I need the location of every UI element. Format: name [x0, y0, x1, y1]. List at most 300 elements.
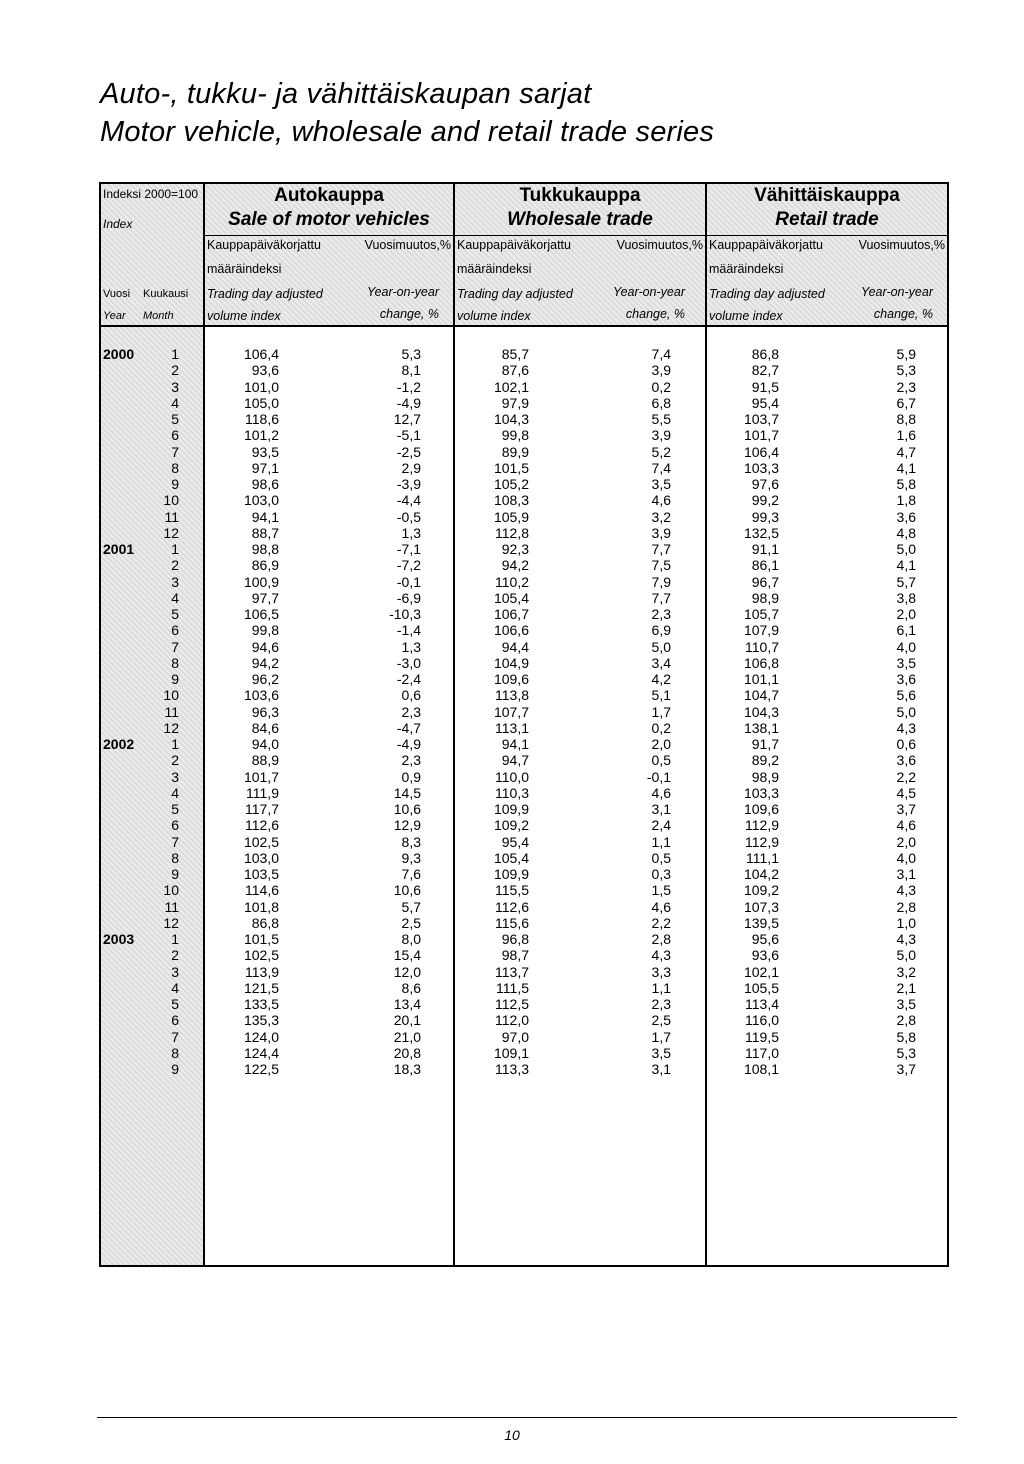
wholesale-index-cell: 113,1	[495, 719, 529, 736]
motor-index-cell: 103,6	[243, 687, 279, 704]
motor-change-cell: 5,3	[401, 346, 421, 362]
table-row	[101, 460, 947, 476]
table-row	[101, 574, 947, 590]
month-label-en: Month	[143, 310, 174, 322]
motor-index-cell: 97,7	[251, 589, 279, 606]
motor-change-cell: 2,5	[401, 914, 421, 931]
retail-change-cell: 3,7	[896, 1061, 916, 1077]
motor-change-cell: -6,9	[396, 589, 421, 606]
motor-index-cell: 102,5	[243, 947, 279, 964]
table-row	[101, 639, 947, 655]
table-row	[101, 379, 947, 395]
retail-change-cell: 4,3	[896, 719, 916, 736]
month-cell: 9	[171, 476, 179, 492]
motor-change-cell: 21,0	[393, 1028, 421, 1045]
col-b-label-fi: Vuosimuutos,%	[616, 238, 703, 252]
retail-index-cell: 95,6	[751, 931, 779, 947]
motor-change-cell: 13,4	[393, 996, 421, 1012]
table-row	[101, 1029, 947, 1045]
wholesale-change-cell: 5,0	[651, 638, 671, 655]
retail-index-cell: 109,6	[743, 801, 779, 817]
index-label-fi: Indeksi 2000=100	[103, 187, 199, 201]
motor-index-cell: 135,3	[243, 1012, 279, 1029]
retail-change-cell: 4,1	[896, 459, 916, 476]
month-cell: 8	[171, 1044, 179, 1061]
wholesale-index-cell: 112,6	[495, 898, 529, 915]
retail-index-cell: 106,4	[743, 443, 779, 460]
motor-change-cell: 10,6	[393, 882, 421, 899]
table-row	[101, 834, 947, 850]
retail-index-cell: 112,9	[745, 817, 779, 834]
retail-index-cell: 103,3	[743, 459, 779, 476]
month-cell: 8	[171, 459, 179, 476]
motor-index-cell: 124,0	[243, 1028, 279, 1045]
retail-change-cell: 6,7	[896, 394, 916, 411]
retail-change-cell: 5,8	[896, 1028, 916, 1045]
retail-change-cell: 2,8	[896, 898, 916, 915]
motor-index-cell: 106,4	[243, 346, 279, 362]
retail-change-cell: 3,1	[896, 866, 916, 882]
wholesale-change-cell: 2,4	[651, 817, 671, 834]
motor-change-cell: 20,1	[393, 1012, 421, 1029]
page-title-en: Motor vehicle, wholesale and retail trade series	[100, 116, 715, 148]
motor-index-cell: 103,0	[243, 492, 279, 509]
retail-change-cell: 2,1	[896, 979, 916, 996]
data-table	[99, 182, 949, 1267]
month-cell: 3	[171, 573, 179, 590]
group-divider	[205, 235, 453, 236]
wholesale-change-cell: 7,7	[651, 589, 671, 606]
col-a-label-fi: Kauppapäiväkorjattu	[207, 238, 321, 252]
month-cell: 2	[171, 947, 179, 964]
retail-index-cell: 86,1	[751, 557, 779, 574]
retail-change-cell: 3,6	[896, 508, 916, 525]
table-row	[101, 606, 947, 622]
wholesale-index-cell: 109,1	[493, 1044, 529, 1061]
wholesale-index-cell: 98,7	[501, 947, 529, 964]
wholesale-index-cell: 104,9	[493, 654, 529, 671]
wholesale-change-cell: 5,5	[651, 411, 671, 427]
wholesale-change-cell: 5,2	[651, 443, 671, 460]
wholesale-index-cell: 99,8	[501, 427, 529, 444]
month-cell: 3	[171, 378, 179, 395]
year-cell: 2000	[103, 346, 135, 362]
left-header-divider	[101, 325, 205, 327]
motor-change-cell: 8,6	[401, 979, 421, 996]
wholesale-change-cell: 3,5	[651, 1044, 671, 1061]
motor-index-cell: 122,5	[243, 1061, 279, 1077]
table-row	[101, 362, 947, 378]
month-cell: 5	[171, 411, 179, 427]
motor-change-cell: -1,4	[396, 622, 421, 639]
col-b-label-en-2: change, %	[379, 307, 439, 321]
motor-index-cell: 93,5	[251, 443, 279, 460]
motor-change-cell: 12,7	[393, 411, 421, 427]
retail-change-cell: 5,6	[896, 687, 916, 704]
table-body	[101, 346, 947, 1077]
motor-change-cell: -4,7	[396, 719, 421, 736]
table-row	[101, 817, 947, 833]
motor-index-cell: 106,5	[243, 606, 279, 622]
motor-index-cell: 101,2	[243, 427, 279, 444]
retail-change-cell: 4,0	[896, 638, 916, 655]
retail-index-cell: 106,8	[743, 654, 779, 671]
wholesale-index-cell: 97,9	[501, 394, 529, 411]
retail-index-cell: 117,0	[745, 1044, 779, 1061]
retail-index-cell: 138,1	[743, 719, 779, 736]
group-title: Tukkukauppa	[519, 185, 641, 206]
retail-index-cell: 91,5	[751, 378, 779, 395]
month-cell: 4	[171, 979, 179, 996]
table-row	[101, 1012, 947, 1028]
retail-change-cell: 5,9	[896, 346, 916, 362]
motor-index-cell: 103,0	[243, 849, 279, 866]
table-row	[101, 427, 947, 443]
retail-index-cell: 101,7	[743, 427, 779, 444]
month-label-fi: Kuukausi	[143, 288, 189, 300]
retail-change-cell: 3,7	[896, 801, 916, 817]
table-row	[101, 411, 947, 427]
wholesale-index-cell: 112,0	[495, 1012, 529, 1029]
retail-index-cell: 98,9	[751, 768, 779, 785]
table-row	[101, 444, 947, 460]
wholesale-index-cell: 92,3	[501, 541, 529, 557]
retail-index-cell: 116,0	[745, 1012, 779, 1029]
wholesale-change-cell: 4,2	[651, 671, 671, 687]
month-cell: 4	[171, 589, 179, 606]
motor-change-cell: -1,2	[396, 378, 421, 395]
wholesale-change-cell: 4,6	[651, 492, 671, 509]
motor-index-cell: 101,5	[243, 931, 279, 947]
footer-rule	[97, 1417, 957, 1418]
retail-change-cell: 3,5	[896, 996, 916, 1012]
motor-change-cell: -0,1	[396, 573, 421, 590]
retail-index-cell: 104,3	[743, 703, 779, 720]
motor-index-cell: 103,5	[243, 866, 279, 882]
table-row	[101, 492, 947, 508]
group-title: Vähittäiskauppa	[754, 185, 900, 206]
retail-index-cell: 89,2	[751, 752, 779, 769]
motor-index-cell: 100,9	[243, 573, 279, 590]
wholesale-index-cell: 109,6	[493, 671, 529, 687]
motor-change-cell: -4,4	[396, 492, 421, 509]
retail-index-cell: 107,3	[743, 898, 779, 915]
retail-change-cell: 1,8	[896, 492, 916, 509]
table-row	[101, 720, 947, 736]
table-row	[101, 915, 947, 931]
motor-index-cell: 96,2	[251, 671, 279, 687]
year-label-fi: Vuosi	[103, 288, 131, 300]
motor-index-cell: 105,0	[243, 394, 279, 411]
month-cell: 4	[171, 394, 179, 411]
wholesale-change-cell: 3,4	[651, 654, 671, 671]
table-row	[101, 395, 947, 411]
retail-index-cell: 98,9	[751, 589, 779, 606]
retail-change-cell: 5,3	[896, 362, 916, 379]
month-cell: 5	[171, 606, 179, 622]
wholesale-index-cell: 115,6	[495, 914, 529, 931]
index-label-en: Index	[103, 217, 133, 231]
retail-index-cell: 119,5	[745, 1028, 779, 1045]
motor-index-cell: 102,5	[243, 833, 279, 850]
motor-index-cell: 99,8	[251, 622, 279, 639]
wholesale-change-cell: 7,4	[651, 346, 671, 362]
table-row	[101, 1061, 947, 1077]
motor-change-cell: -7,1	[396, 541, 421, 557]
col-b-label-fi: Vuosimuutos,%	[364, 238, 451, 252]
page-title-fi: Auto-, tukku- ja vähittäiskaupan sarjat	[100, 78, 592, 110]
col-a-label-fi-2: määräindeksi	[207, 262, 282, 276]
col-a-label-en-2: volume index	[457, 309, 531, 323]
month-cell: 4	[171, 784, 179, 801]
wholesale-change-cell: 0,2	[651, 719, 671, 736]
wholesale-change-cell: 0,5	[651, 849, 671, 866]
group-subtitle: Sale of motor vehicles	[228, 209, 430, 230]
retail-change-cell: 3,8	[896, 589, 916, 606]
month-cell: 8	[171, 654, 179, 671]
group-header-wholesale	[455, 184, 707, 327]
col-a-label-en: Trading day adjusted	[207, 287, 323, 301]
retail-change-cell: 4,0	[896, 849, 916, 866]
wholesale-change-cell: 0,2	[651, 378, 671, 395]
group-header-motor-vehicles	[205, 184, 455, 327]
motor-change-cell: -3,9	[396, 476, 421, 492]
month-cell: 11	[164, 898, 179, 915]
retail-index-cell: 91,7	[751, 736, 779, 752]
month-cell: 7	[171, 638, 179, 655]
table-row	[101, 1045, 947, 1061]
motor-change-cell: 12,0	[393, 963, 421, 980]
wholesale-index-cell: 105,4	[493, 849, 529, 866]
table-row	[101, 996, 947, 1012]
table-row	[101, 899, 947, 915]
year-label-en: Year	[103, 310, 126, 322]
wholesale-change-cell: 1,1	[651, 979, 671, 996]
wholesale-change-cell: 6,9	[651, 622, 671, 639]
motor-change-cell: -5,1	[396, 427, 421, 444]
motor-change-cell: -4,9	[396, 394, 421, 411]
retail-change-cell: 5,0	[896, 947, 916, 964]
retail-index-cell: 99,3	[751, 508, 779, 525]
retail-index-cell: 99,2	[751, 492, 779, 509]
wholesale-change-cell: 0,5	[651, 752, 671, 769]
retail-index-cell: 82,7	[751, 362, 779, 379]
motor-index-cell: 86,9	[251, 557, 279, 574]
group-divider	[455, 235, 705, 236]
group-divider	[707, 235, 947, 236]
motor-change-cell: 2,3	[401, 703, 421, 720]
motor-change-cell: 0,9	[401, 768, 421, 785]
wholesale-index-cell: 109,9	[493, 801, 529, 817]
retail-index-cell: 107,9	[743, 622, 779, 639]
motor-index-cell: 121,5	[243, 979, 279, 996]
motor-index-cell: 86,8	[251, 914, 279, 931]
wholesale-index-cell: 85,7	[501, 346, 529, 362]
retail-change-cell: 5,0	[896, 541, 916, 557]
retail-index-cell: 86,8	[751, 346, 779, 362]
motor-index-cell: 118,6	[245, 411, 279, 427]
retail-change-cell: 4,8	[896, 524, 916, 541]
table-row	[101, 557, 947, 573]
wholesale-change-cell: 3,1	[651, 801, 671, 817]
motor-change-cell: 18,3	[393, 1061, 421, 1077]
table-row	[101, 769, 947, 785]
retail-index-cell: 132,5	[743, 524, 779, 541]
retail-index-cell: 102,1	[743, 963, 779, 980]
wholesale-change-cell: 2,0	[651, 736, 671, 752]
table-row	[101, 980, 947, 996]
month-cell: 11	[164, 508, 179, 525]
col-b-label-en-2: change, %	[873, 307, 933, 321]
motor-change-cell: -2,4	[396, 671, 421, 687]
wholesale-index-cell: 109,9	[493, 866, 529, 882]
retail-index-cell: 105,5	[743, 979, 779, 996]
motor-change-cell: -3,0	[396, 654, 421, 671]
col-a-label-fi: Kauppapäiväkorjattu	[457, 238, 571, 252]
wholesale-index-cell: 97,0	[501, 1028, 529, 1045]
col-a-label-en: Trading day adjusted	[457, 287, 573, 301]
month-cell: 10	[163, 687, 179, 704]
motor-change-cell: 15,4	[393, 947, 421, 964]
table-row	[101, 866, 947, 882]
wholesale-change-cell: 2,3	[651, 606, 671, 622]
retail-change-cell: 5,7	[896, 573, 916, 590]
month-cell: 11	[164, 703, 179, 720]
month-cell: 2	[171, 362, 179, 379]
retail-change-cell: 0,6	[896, 736, 916, 752]
month-cell: 10	[163, 492, 179, 509]
retail-index-cell: 109,2	[743, 882, 779, 899]
retail-change-cell: 1,6	[896, 427, 916, 444]
wholesale-index-cell: 110,0	[495, 768, 529, 785]
month-cell: 12	[163, 524, 179, 541]
table-row	[101, 346, 947, 362]
retail-change-cell: 4,5	[896, 784, 916, 801]
month-cell: 9	[171, 866, 179, 882]
retail-index-cell: 108,1	[743, 1061, 779, 1077]
wholesale-index-cell: 95,4	[501, 833, 529, 850]
motor-index-cell: 94,2	[251, 654, 279, 671]
col-b-label-en: Year-on-year	[366, 285, 439, 299]
month-cell: 3	[171, 963, 179, 980]
wholesale-change-cell: 6,8	[651, 394, 671, 411]
month-cell: 6	[171, 427, 179, 444]
wholesale-change-cell: 3,2	[651, 508, 671, 525]
wholesale-change-cell: 3,1	[651, 1061, 671, 1077]
motor-change-cell: 9,3	[401, 849, 421, 866]
month-cell: 6	[171, 622, 179, 639]
wholesale-change-cell: 3,9	[651, 362, 671, 379]
wholesale-index-cell: 96,8	[501, 931, 529, 947]
table-row	[101, 590, 947, 606]
retail-index-cell: 113,4	[745, 996, 779, 1012]
retail-change-cell: 5,0	[896, 703, 916, 720]
col-a-label-en-2: volume index	[709, 309, 783, 323]
retail-index-cell: 93,6	[751, 947, 779, 964]
retail-change-cell: 2,0	[896, 833, 916, 850]
month-cell: 7	[171, 833, 179, 850]
motor-change-cell: 0,6	[401, 687, 421, 704]
retail-change-cell: 3,6	[896, 752, 916, 769]
wholesale-change-cell: 1,7	[651, 1028, 671, 1045]
wholesale-change-cell: 1,1	[651, 833, 671, 850]
retail-index-cell: 139,5	[743, 914, 779, 931]
motor-index-cell: 94,1	[251, 508, 279, 525]
retail-index-cell: 112,9	[745, 833, 779, 850]
table-row	[101, 541, 947, 557]
retail-change-cell: 3,2	[896, 963, 916, 980]
retail-index-cell: 91,1	[751, 541, 779, 557]
motor-index-cell: 98,6	[251, 476, 279, 492]
wholesale-change-cell: 2,8	[651, 931, 671, 947]
wholesale-index-cell: 106,6	[493, 622, 529, 639]
wholesale-change-cell: 1,7	[651, 703, 671, 720]
wholesale-change-cell: 7,7	[651, 541, 671, 557]
month-cell: 1	[171, 346, 179, 362]
month-cell: 2	[171, 752, 179, 769]
motor-change-cell: 1,3	[401, 638, 421, 655]
table-row	[101, 931, 947, 947]
retail-index-cell: 111,1	[746, 849, 779, 866]
table-row	[101, 704, 947, 720]
wholesale-change-cell: 3,5	[651, 476, 671, 492]
month-cell: 6	[171, 1012, 179, 1029]
wholesale-change-cell: -0,1	[646, 768, 671, 785]
retail-change-cell: 2,2	[896, 768, 916, 785]
wholesale-index-cell: 101,5	[493, 459, 529, 476]
month-cell: 12	[163, 914, 179, 931]
motor-change-cell: -2,5	[396, 443, 421, 460]
wholesale-index-cell: 112,8	[495, 524, 529, 541]
motor-index-cell: 111,9	[246, 784, 279, 801]
wholesale-index-cell: 87,6	[501, 362, 529, 379]
motor-change-cell: -0,5	[396, 508, 421, 525]
wholesale-index-cell: 102,1	[493, 378, 529, 395]
wholesale-index-cell: 113,7	[495, 963, 529, 980]
col-a-label-fi: Kauppapäiväkorjattu	[709, 238, 823, 252]
retail-change-cell: 5,8	[896, 476, 916, 492]
wholesale-index-cell: 110,2	[495, 573, 529, 590]
retail-change-cell: 1,0	[896, 914, 916, 931]
retail-change-cell: 6,1	[896, 622, 916, 639]
motor-change-cell: -10,3	[389, 606, 421, 622]
col-b-label-en-2: change, %	[625, 307, 685, 321]
wholesale-change-cell: 3,9	[651, 427, 671, 444]
retail-change-cell: 2,3	[896, 378, 916, 395]
wholesale-index-cell: 112,5	[495, 996, 529, 1012]
retail-index-cell: 101,1	[743, 671, 779, 687]
wholesale-change-cell: 4,6	[651, 898, 671, 915]
motor-index-cell: 84,6	[251, 719, 279, 736]
motor-change-cell: 8,1	[401, 362, 421, 379]
wholesale-index-cell: 105,4	[493, 589, 529, 606]
wholesale-change-cell: 2,3	[651, 996, 671, 1012]
group-subtitle: Retail trade	[775, 209, 879, 230]
wholesale-index-cell: 113,3	[495, 1061, 529, 1077]
table-row	[101, 622, 947, 638]
retail-change-cell: 4,7	[896, 443, 916, 460]
retail-index-cell: 95,4	[751, 394, 779, 411]
year-cell: 2003	[103, 931, 135, 947]
wholesale-index-cell: 94,2	[501, 557, 529, 574]
month-cell: 7	[171, 1028, 179, 1045]
motor-change-cell: 2,3	[401, 752, 421, 769]
motor-change-cell: -4,9	[396, 736, 421, 752]
motor-index-cell: 93,6	[251, 362, 279, 379]
table-row	[101, 525, 947, 541]
year-cell: 2001	[103, 541, 135, 557]
wholesale-change-cell: 7,5	[651, 557, 671, 574]
